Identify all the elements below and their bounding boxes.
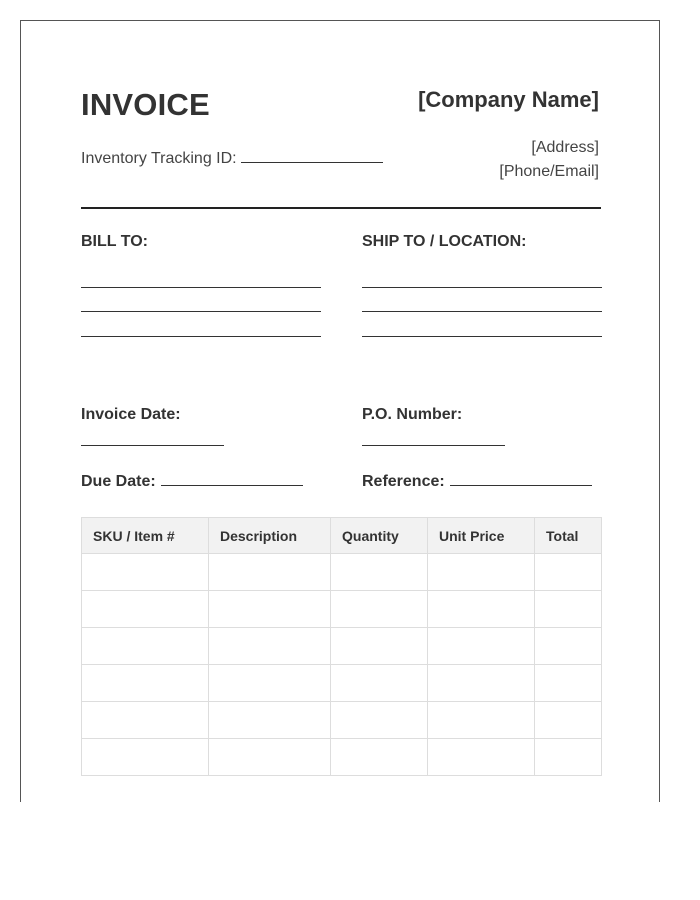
- due-date-label: Due Date:: [81, 473, 156, 490]
- table-cell[interactable]: [535, 554, 602, 591]
- table-cell[interactable]: [535, 702, 602, 739]
- reference-field: [362, 470, 592, 491]
- tracking-id-field: [81, 148, 383, 168]
- table-cell[interactable]: [535, 739, 602, 776]
- table-cell[interactable]: [82, 591, 209, 628]
- ship-to-label: SHIP TO / LOCATION:: [362, 233, 527, 250]
- reference-blank: [450, 470, 592, 486]
- table-row: [82, 702, 602, 739]
- bill-to-line: [81, 311, 321, 312]
- table-cell[interactable]: [209, 739, 331, 776]
- table-cell[interactable]: [331, 702, 428, 739]
- column-header-total: Total: [535, 518, 602, 554]
- column-header-quantity: Quantity: [331, 518, 428, 554]
- company-phone-email: [Phone/Email]: [499, 163, 599, 180]
- table-cell[interactable]: [428, 702, 535, 739]
- table-cell[interactable]: [428, 628, 535, 665]
- ship-to-line: [362, 311, 602, 312]
- table-row: [82, 739, 602, 776]
- po-number-label: P.O. Number:: [362, 406, 463, 423]
- due-date-blank: [161, 470, 303, 486]
- ship-to-line: [362, 287, 602, 288]
- table-cell[interactable]: [428, 665, 535, 702]
- company-address: [Address]: [531, 139, 599, 156]
- table-cell[interactable]: [82, 554, 209, 591]
- table-cell[interactable]: [209, 665, 331, 702]
- table-cell[interactable]: [82, 628, 209, 665]
- ship-to-line: [362, 336, 602, 337]
- column-header-description: Description: [209, 518, 331, 554]
- tracking-id-label: Inventory Tracking ID:: [81, 150, 237, 167]
- invoice-date-label: Invoice Date:: [81, 406, 181, 423]
- bill-to-label: BILL TO:: [81, 233, 148, 250]
- table-cell[interactable]: [428, 739, 535, 776]
- po-number-blank: [362, 445, 505, 446]
- column-header-sku: SKU / Item #: [82, 518, 209, 554]
- table-cell[interactable]: [331, 591, 428, 628]
- table-row: [82, 591, 602, 628]
- bill-to-line: [81, 336, 321, 337]
- column-header-unit-price: Unit Price: [428, 518, 535, 554]
- table-header-row: [82, 518, 602, 554]
- table-cell[interactable]: [82, 739, 209, 776]
- table-cell[interactable]: [82, 665, 209, 702]
- table-cell[interactable]: [82, 702, 209, 739]
- invoice-title: INVOICE: [81, 87, 210, 122]
- header-divider: [81, 207, 601, 209]
- invoice-sheet: [20, 20, 660, 802]
- table-cell[interactable]: [331, 665, 428, 702]
- due-date-field: [81, 470, 303, 491]
- reference-label: Reference:: [362, 473, 445, 490]
- table-cell[interactable]: [209, 591, 331, 628]
- company-contact: [499, 136, 599, 184]
- table-cell[interactable]: [428, 554, 535, 591]
- table-cell[interactable]: [209, 628, 331, 665]
- table-cell[interactable]: [331, 628, 428, 665]
- company-name: [Company Name]: [418, 87, 599, 112]
- table-cell[interactable]: [535, 628, 602, 665]
- table-cell[interactable]: [331, 739, 428, 776]
- tracking-id-blank: [241, 148, 383, 163]
- table-cell[interactable]: [209, 702, 331, 739]
- table-cell[interactable]: [428, 591, 535, 628]
- invoice-date-blank: [81, 445, 224, 446]
- table-cell[interactable]: [331, 554, 428, 591]
- line-items-table: [81, 517, 602, 776]
- table-cell[interactable]: [535, 591, 602, 628]
- table-cell[interactable]: [535, 665, 602, 702]
- table-row: [82, 554, 602, 591]
- table-row: [82, 628, 602, 665]
- table-cell[interactable]: [209, 554, 331, 591]
- table-row: [82, 665, 602, 702]
- bill-to-line: [81, 287, 321, 288]
